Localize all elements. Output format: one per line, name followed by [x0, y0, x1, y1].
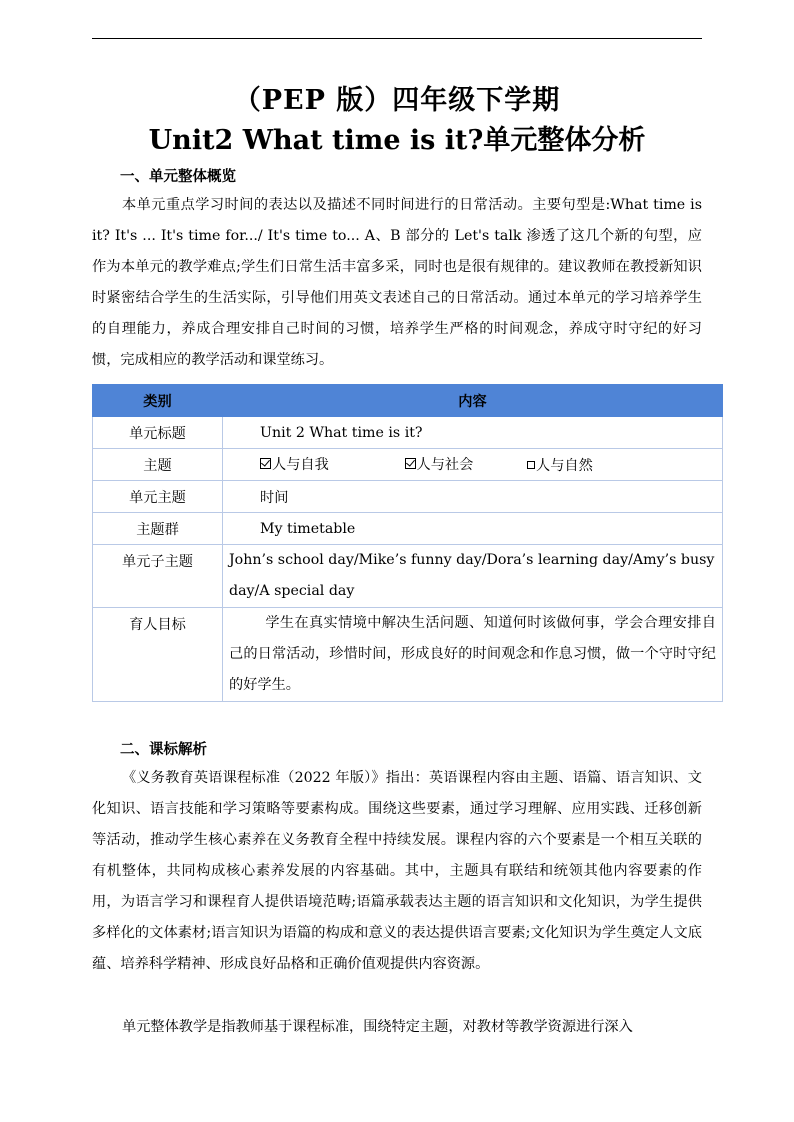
- theme-option-self-label: 人与自我: [272, 456, 329, 473]
- row-label-theme-group: 主题群: [93, 513, 223, 545]
- table-row: [93, 417, 723, 449]
- checkbox-empty-icon: [527, 461, 535, 469]
- theme-option-self[interactable]: [260, 454, 400, 474]
- table-row: [93, 481, 723, 513]
- unit-info-table: [92, 384, 723, 702]
- header-rule: [92, 38, 702, 39]
- row-value-unit-theme: 时间: [223, 481, 723, 513]
- row-value-unit-title: Unit 2 What time is it?: [223, 417, 723, 449]
- header-content: 内容: [223, 385, 723, 417]
- row-value-education-goal-cell: [223, 608, 723, 702]
- row-label-unit-theme: 单元主题: [93, 481, 223, 513]
- section2-heading: 二、课标解析: [120, 741, 207, 758]
- table-row: [93, 608, 723, 702]
- row-value-theme-group: My timetable: [223, 513, 723, 545]
- row-label-sub-themes: 单元子主题: [93, 545, 223, 608]
- theme-option-society-label: 人与社会: [416, 456, 474, 473]
- table-header-row: [93, 385, 723, 417]
- document-title-line2: Unit2 What time is it?单元整体分析: [148, 125, 646, 156]
- table-row: [93, 513, 723, 545]
- theme-option-society[interactable]: [405, 454, 523, 474]
- row-label-theme: 主题: [93, 449, 223, 481]
- checkbox-checked-icon: [260, 458, 271, 469]
- theme-option-nature[interactable]: [527, 455, 593, 475]
- section1-heading: 一、单元整体概览: [120, 168, 236, 185]
- checkbox-checked-icon: [405, 458, 416, 469]
- section2-paragraph2: 单元整体教学是指教师基于课程标准，围绕特定主题，对教材等教学资源进行深入: [122, 1019, 633, 1035]
- row-label-education-goal: 育人目标: [93, 608, 223, 702]
- table-row: [93, 449, 723, 481]
- table-row: [93, 545, 723, 608]
- theme-options: [223, 449, 723, 481]
- section1-paragraph: 本单元重点学习时间的表达以及描述不同时间进行的日常活动。主要句型是:What time is it? It's ... It's time for.../ It's time to... A、B 部分的 Let's talk 渗透了这几个新的句型，应作为本单元的教学难点;学生们日常生活丰富多采，同时也是很有规律的。建议教师在教授新知识时紧密结合学生的生活实际，引导他们用英文表述自己的日常活动。通过本单元的学习培养学生的自理能力，养成合理安排自己时间的习惯，培养学生严格的时间观念，养成守时守纪的好习惯，完成相应的教学活动和课堂练习。: [92, 197, 702, 368]
- row-value-sub-themes: John’s school day/Mike’s funny day/Dora’s learning day/Amy’s busy day/A special day: [223, 545, 723, 608]
- theme-option-nature-label: 人与自然: [536, 458, 593, 475]
- section2-paragraph1: 《义务教育英语课程标准（2022 年版）》指出：英语课程内容由主题、语篇、语言知识、文化知识、语言技能和学习策略等要素构成。围绕这些要素，通过学习理解、应用实践、迁移创新等活动，推动学生核心素养在义务教育全程中持续发展。课程内容的六个要素是一个相互关联的有机整体，共同构成核心素养发展的内容基础。其中，主题具有联结和统领其他内容要素的作用，为语言学习和课程育人提供语境范畴;语篇承载表达主题的语言知识和文化知识，为学生提供多样化的文体素材;语言知识为语篇的构成和意义的表达提供语言要素;文化知识为学生奠定人文底蕴、培养科学精神、形成良好品格和正确价值观提供内容资源。: [92, 770, 702, 972]
- header-category: 类别: [93, 385, 223, 417]
- row-value-education-goal: 学生在真实情境中解决生活问题、知道何时该做何事，学会合理安排自己的日常活动，珍惜时间，形成良好的时间观念和作息习惯，做一个守时守纪的好学生。: [229, 615, 716, 693]
- row-label-unit-title: 单元标题: [93, 417, 223, 449]
- document-title-line1: （PEP 版）四年级下学期: [233, 85, 561, 116]
